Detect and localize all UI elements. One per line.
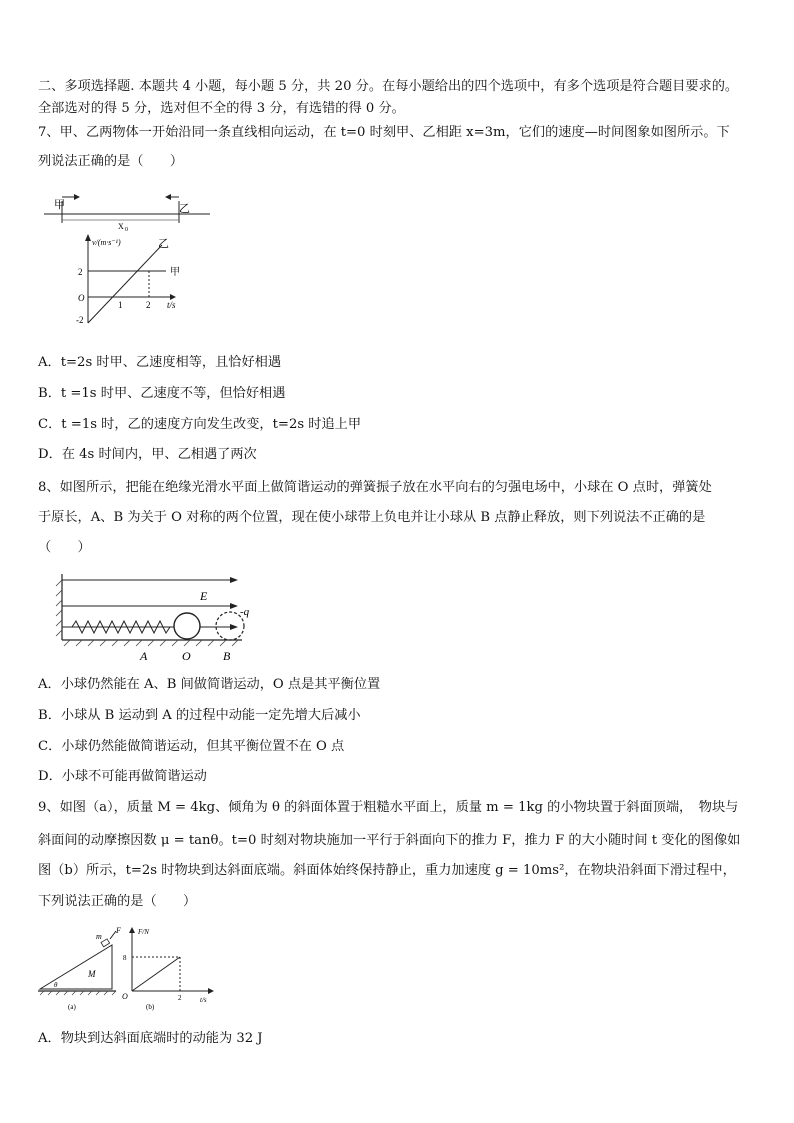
- q8-fig-o: O: [182, 649, 191, 663]
- q8-option-d: D．小球不可能再做简谐运动: [38, 769, 207, 784]
- q9-fig-fn: F/N: [138, 928, 149, 936]
- q8-stem-line2: 于原长，A、B 为关于 O 对称的两个位置，现在使小球带上负电并让小球从 B 点静止释放，则下列说法不正确的是: [38, 510, 706, 525]
- svg-text:0: 0: [125, 227, 128, 233]
- q7-fig-origin: O: [78, 293, 85, 303]
- q7-fig-tick-x2: 2: [146, 300, 151, 310]
- q8-stem-line1: 8、如图所示，把能在绝缘光滑水平面上做简谐运动的弹簧振子放在水平向右的匀强电场中，小球在 O 点时，弹簧处: [38, 480, 712, 495]
- q7-fig-line-jia: 甲: [170, 267, 180, 278]
- q7-fig-line-yi: 乙: [158, 238, 169, 250]
- q9-fig-m: m: [96, 932, 102, 941]
- section-header-line2: 全部选对的得 5 分，选对但不全的得 3 分，有选错的得 0 分。: [38, 101, 405, 116]
- q7-fig-jia: 甲: [54, 199, 65, 211]
- q7-option-a: A．t=2s 时甲、乙速度相等，且恰好相遇: [38, 355, 282, 370]
- q9-fig-ts: t/s: [200, 996, 207, 1004]
- q8-fig-e: E: [200, 589, 208, 603]
- q9-fig-label-b: (b): [146, 1003, 155, 1011]
- q7-fig-yi: 乙: [179, 203, 190, 215]
- q9-fig-bigm: M: [88, 969, 96, 979]
- q9-stem-line2: 斜面间的动摩擦因数 μ = tanθ。t=0 时刻对物块施加一平行于斜面向下的推力 F，推力 F 的大小随时间 t 变化的图像如: [38, 833, 741, 848]
- q7-stem-line1: 7、甲、乙两物体一开始沿同一条直线相向运动，在 t=0 时刻甲、乙相距 x=3m，它们的速度—时间图象如图所示。下: [38, 125, 730, 140]
- q8-option-a: A．小球仍然能在 A、B 间做简谐运动，O 点是其平衡位置: [38, 677, 381, 692]
- q7-fig-xlabel: t/s: [167, 300, 176, 310]
- q9-stem-line4: 下列说法正确的是（ ）: [38, 894, 197, 909]
- q9-figure: [36, 925, 226, 1015]
- q9-fig-t2: 2: [178, 994, 182, 1002]
- q9-fig-origin: O: [122, 992, 128, 1001]
- q9-option-a: A．物块到达斜面底端时的动能为 32 J: [38, 1031, 263, 1046]
- q9-fig-label-a: (a): [68, 1003, 76, 1011]
- q7-option-b: B．t =1s 时甲、乙速度不等，但恰好相遇: [38, 386, 286, 401]
- q7-fig-ylabel: v/(m·s⁻¹): [92, 238, 121, 247]
- q7-fig-tick-x1: 1: [118, 300, 123, 310]
- q7-fig-tick-m2: -2: [76, 315, 84, 325]
- q9-fig-f: F: [116, 926, 121, 935]
- section-header-line1: 二、多项选择题. 本题共 4 小题，每小题 5 分，共 20 分。在每小题给出的四个选项中，有多个选项是符合题目要求的。: [38, 79, 739, 94]
- q9-stem-line3: 图（b）所示，t=2s 时物块到达斜面底端。斜面体始终保持静止，重力加速度 g = 10ms²，在物块沿斜面下滑过程中，: [38, 863, 736, 878]
- q7-option-d: D．在 4s 时间内，甲、乙相遇了两次: [38, 447, 257, 462]
- q7-fig-tick-2: 2: [78, 267, 83, 277]
- q9-fig-theta: θ: [54, 981, 58, 989]
- q8-option-c: C．小球仍然能做简谐运动，但其平衡位置不在 O 点: [38, 739, 345, 754]
- q8-option-b: B．小球从 B 运动到 A 的过程中动能一定先增大后减小: [38, 708, 361, 723]
- q7-stem-line2: 列说法正确的是（ ）: [38, 154, 184, 169]
- q9-fig-v8: 8: [123, 954, 127, 962]
- q8-fig-q: -q: [240, 606, 250, 618]
- q8-fig-a: A: [140, 649, 148, 663]
- q9-stem-line1: 9、如图（a），质量 M = 4kg、倾角为 θ 的斜面体置于粗糙水平面上，质量 m = 1kg 的小物块置于斜面顶端， 物块与: [38, 800, 739, 815]
- q8-figure: [50, 570, 250, 666]
- q7-fig-x0: X: [118, 222, 124, 231]
- q8-stem-line3: （ ）: [38, 540, 91, 555]
- q8-fig-b: B: [223, 649, 231, 663]
- q7-figure: [38, 187, 218, 337]
- q7-option-c: C．t =1s 时，乙的速度方向发生改变，t=2s 时追上甲: [38, 417, 362, 432]
